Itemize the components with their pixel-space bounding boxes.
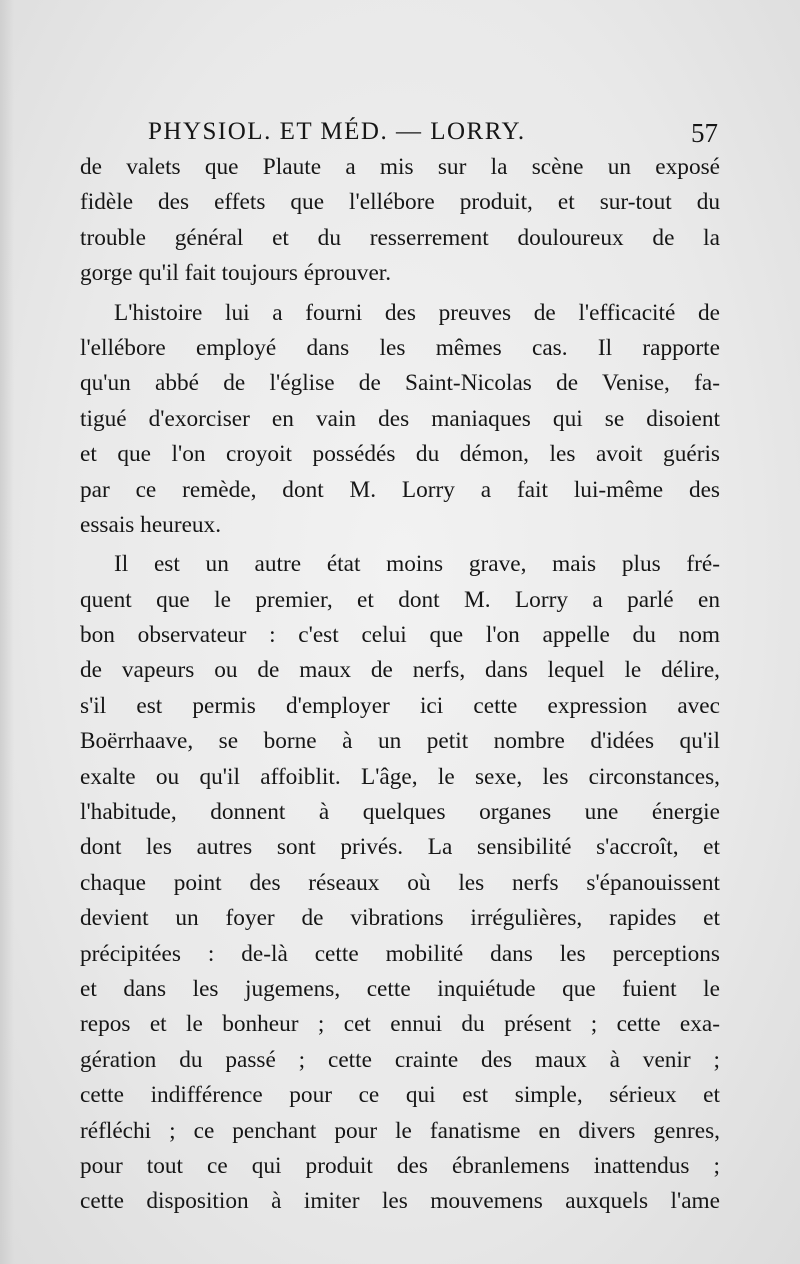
text-line: l'ellébore employé dans les mêmes cas. Il rapporte [80, 334, 720, 361]
running-title: PHYSIOL. ET MÉD. — LORRY. [148, 118, 526, 145]
text-line: devient un foyer de vibrations irrégulières, rapides et [80, 905, 720, 932]
paragraph [80, 150, 720, 292]
text-line: exalte ou qu'il affoiblit. L'âge, le sexe, les circonstances, [80, 763, 720, 790]
page-number: 57 [691, 118, 718, 148]
paragraph [80, 296, 720, 544]
text-line: cette disposition à imiter les mouvemens auxquels l'ame [80, 1188, 720, 1215]
text-line: précipitées : de-là cette mobilité dans les perceptions [80, 940, 720, 967]
text-line: s'il est permis d'employer ici cette expression avec [80, 692, 720, 719]
text-line: essais heureux. [80, 511, 222, 538]
text-line: quent que le premier, et dont M. Lorry a parlé en [80, 586, 720, 613]
text-line: Il est un autre état moins grave, mais plus fré- [114, 551, 720, 578]
text-line: cette indifférence pour ce qui est simple, sérieux et [80, 1082, 720, 1109]
text-line: gération du passé ; cette crainte des maux à venir ; [80, 1046, 720, 1073]
text-line: pour tout ce qui produit des ébranlemens inattendus ; [80, 1152, 720, 1179]
text-line: tigué d'exorciser en vain des maniaques qui se disoient [80, 405, 720, 432]
text-line: L'histoire lui a fourni des preuves de l'efficacité de [114, 299, 720, 326]
text-line: de valets que Plaute a mis sur la scène un exposé [80, 154, 720, 180]
text-line: l'habitude, donnent à quelques organes une énergie [80, 799, 720, 826]
body-text [80, 150, 720, 1224]
text-line: de vapeurs ou de maux de nerfs, dans lequel le délire, [80, 657, 720, 684]
text-line: fidèle des effets que l'ellébore produit, et sur-tout du [80, 189, 720, 216]
text-line: chaque point des réseaux où les nerfs s'épanouissent [80, 869, 720, 896]
text-line: Boërrhaave, se borne à un petit nombre d'idées qu'il [80, 728, 720, 755]
text-line: et dans les jugemens, cette inquiétude que fuient le [80, 975, 720, 1002]
text-line: gorge qu'il fait toujours éprouver. [80, 260, 392, 287]
text-line: par ce remède, dont M. Lorry a fait lui-même des [80, 476, 720, 503]
text-line: qu'un abbé de l'église de Saint-Nicolas de Venise, fa- [80, 370, 720, 397]
page-header [148, 112, 718, 152]
paragraph [80, 547, 720, 1219]
text-line: et que l'on croyoit possédés du démon, les avoit guéris [80, 441, 720, 468]
text-line: bon observateur : c'est celui que l'on appelle du nom [80, 622, 720, 649]
text-line: repos et le bonheur ; cet ennui du présent ; cette exa- [80, 1011, 720, 1038]
text-line: trouble général et du resserrement douloureux de la [80, 224, 720, 251]
text-line: réfléchi ; ce penchant pour le fanatisme en divers genres, [80, 1117, 720, 1144]
text-line: dont les autres sont privés. La sensibilité s'accroît, et [80, 834, 720, 861]
